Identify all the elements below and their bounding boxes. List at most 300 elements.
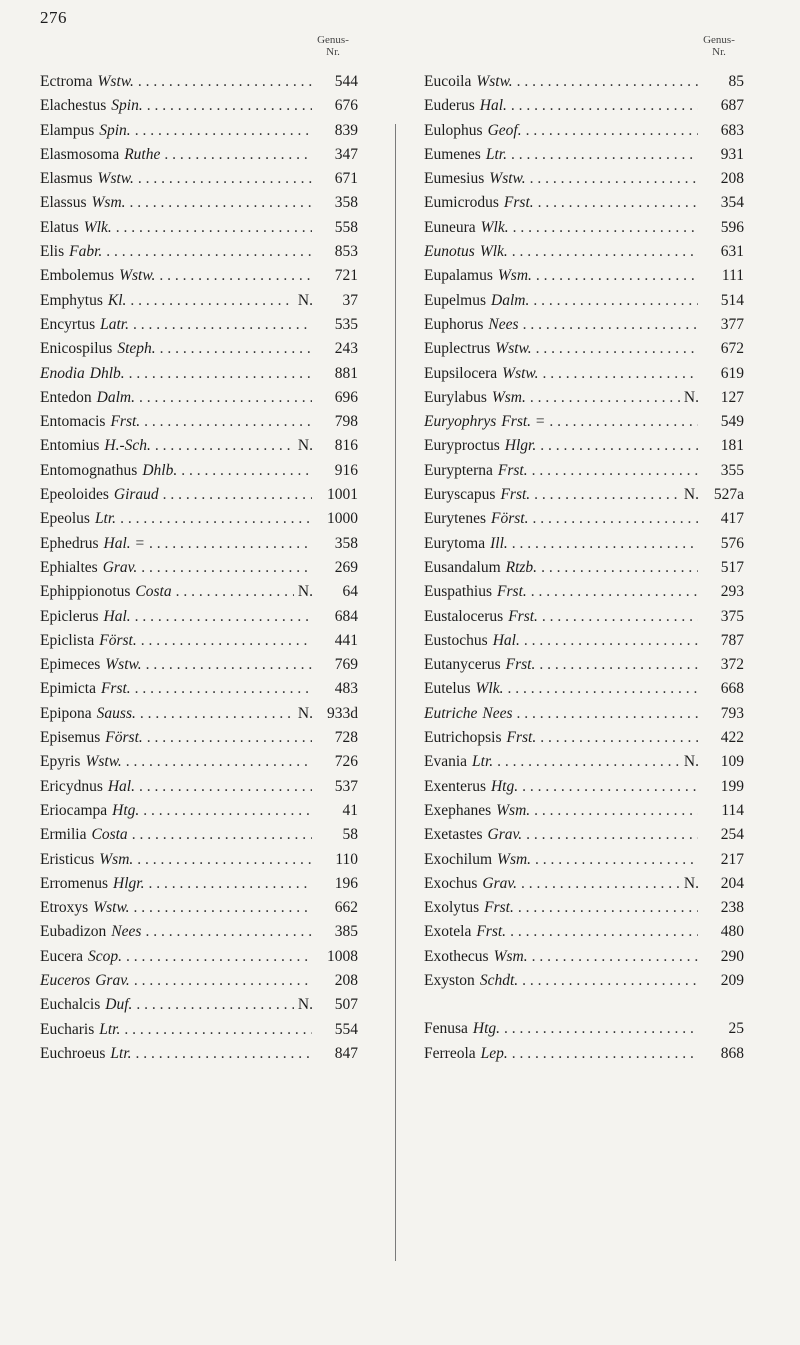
dot-leader (135, 605, 312, 629)
author-abbreviation: Wstw. (105, 656, 142, 674)
dot-leader (512, 532, 698, 556)
genus-name: Encyrtus (40, 315, 96, 333)
genus-name: Eurypterna (424, 461, 493, 479)
genus-number: 372 (720, 656, 744, 674)
number-prefix: N. (297, 996, 313, 1014)
dot-leader (510, 920, 698, 944)
index-entry (40, 167, 358, 191)
dot-leader (511, 94, 698, 118)
index-entry (40, 264, 358, 288)
author-abbreviation: Nees (111, 923, 142, 941)
author-abbreviation: Costa (91, 826, 128, 844)
genus-number: 683 (720, 121, 744, 139)
index-entry (40, 313, 358, 337)
author-abbreviation: Wstw. (93, 899, 130, 917)
author-abbreviation: Hal. (479, 97, 507, 115)
genus-number: 853 (334, 243, 358, 261)
dot-leader (513, 216, 698, 240)
dot-leader (539, 653, 698, 677)
author-abbreviation: Hal. (103, 607, 131, 625)
genus-name: Euryophrys (424, 413, 497, 431)
index-entry (424, 653, 744, 677)
index-entry (424, 216, 744, 240)
genus-number: 196 (334, 874, 358, 892)
author-abbreviation: Nees (482, 704, 513, 722)
index-entry (40, 143, 358, 167)
genus-name: Entedon (40, 388, 92, 406)
left-entry-list (40, 70, 358, 1066)
genus-name: Eusandalum (424, 558, 501, 576)
index-entry (424, 1042, 744, 1066)
genus-number: 199 (720, 777, 744, 795)
dot-leader (542, 605, 698, 629)
genus-number: 354 (720, 194, 744, 212)
dot-leader (143, 799, 312, 823)
column-divider (395, 124, 396, 1261)
genus-number: 619 (720, 364, 744, 382)
genus-name: Eunotus (424, 243, 475, 261)
author-abbreviation: Wstw. (502, 364, 539, 382)
dot-leader (155, 434, 294, 458)
dot-leader (532, 507, 698, 531)
genus-name: Elis (40, 243, 65, 261)
number-prefix: N. (297, 704, 313, 722)
genus-number: 787 (720, 631, 744, 649)
author-abbreviation: Wstw. (119, 267, 156, 285)
index-entry (40, 556, 358, 580)
genus-name: Evania (424, 753, 468, 771)
author-abbreviation: Wsm. (497, 267, 532, 285)
genus-name: Epiclerus (40, 607, 99, 625)
dot-leader (160, 337, 312, 361)
genus-number: 85 (728, 73, 744, 90)
genus-number: 535 (334, 315, 358, 333)
genus-name: Eumenes (424, 145, 481, 163)
dot-leader (532, 945, 698, 969)
dot-leader (524, 629, 698, 653)
author-abbreviation: Frst. (503, 194, 534, 212)
index-entry (40, 483, 358, 507)
dot-leader (130, 289, 294, 313)
author-abbreviation: Wstw. (495, 340, 532, 358)
index-entry (424, 167, 744, 191)
index-entry (424, 580, 744, 604)
author-abbreviation: Htg. (472, 1020, 501, 1038)
index-entry (424, 289, 744, 313)
genus-name: Eumesius (424, 170, 485, 188)
dot-leader (135, 677, 312, 701)
genus-name: Ermilia (40, 826, 87, 844)
number-prefix: N. (297, 437, 313, 455)
author-abbreviation: Wsm. (491, 388, 526, 406)
dot-leader (517, 702, 698, 726)
index-entry (424, 119, 744, 143)
index-entry (40, 823, 358, 847)
index-entry (424, 872, 744, 896)
dot-leader (534, 799, 698, 823)
genus-number: 347 (334, 145, 358, 163)
dot-leader (511, 143, 698, 167)
author-abbreviation: Wstw. (85, 753, 122, 771)
genus-number: 127 (720, 388, 744, 406)
genus-number: 422 (720, 729, 744, 747)
genus-name: Eucera (40, 947, 84, 965)
genus-number: 931 (720, 145, 744, 163)
author-abbreviation: Ltr. (94, 510, 117, 528)
dot-leader (163, 483, 312, 507)
index-entry (424, 605, 744, 629)
genus-number: 671 (334, 170, 358, 188)
genus-name: Episemus (40, 729, 101, 747)
index-entry (424, 143, 744, 167)
genus-number: 385 (334, 923, 358, 941)
genus-number: 676 (334, 97, 358, 115)
genus-name: Eupsilocera (424, 364, 498, 382)
number-prefix: N. (683, 486, 699, 504)
genus-name: Euneura (424, 218, 476, 236)
index-entry (40, 94, 358, 118)
genus-name: Ephippionotus (40, 583, 131, 601)
genus-number: 111 (721, 267, 744, 285)
genus-name: Ephedrus (40, 534, 99, 552)
number-prefix: N. (683, 753, 699, 771)
index-entry (424, 775, 744, 799)
genus-number: 290 (720, 947, 744, 965)
genus-number: 109 (720, 753, 744, 771)
dot-leader (144, 410, 312, 434)
dot-leader (149, 532, 312, 556)
dot-leader (164, 143, 312, 167)
genus-number: 208 (720, 170, 744, 188)
genus-number: 243 (334, 340, 358, 358)
genus-name: Exyston (424, 971, 475, 989)
genus-name: Eurytenes (424, 510, 486, 528)
genus-number: 687 (720, 97, 744, 115)
genus-name: Etroxys (40, 899, 89, 917)
dot-leader (136, 1042, 312, 1066)
genus-name: Epeolus (40, 510, 90, 528)
index-entry (424, 629, 744, 653)
genus-name: Euceros (40, 971, 91, 989)
genus-name: Euchalcis (40, 996, 101, 1014)
dot-leader (549, 410, 698, 434)
genus-nr-heading: Genus- Nr. (703, 34, 735, 58)
index-entry (40, 70, 358, 94)
index-entry (424, 896, 744, 920)
genus-name: Exochus (424, 874, 478, 892)
author-abbreviation: Ltr. (472, 753, 494, 771)
author-abbreviation: Dhlb. (89, 364, 125, 382)
index-entry (40, 896, 358, 920)
genus-name: Entomius (40, 437, 100, 455)
index-entry (424, 337, 744, 361)
dot-leader (535, 848, 698, 872)
index-entry (40, 750, 358, 774)
genus-number: 208 (334, 971, 358, 989)
genus-number: 483 (334, 680, 358, 698)
index-entry (40, 872, 358, 896)
dot-leader (497, 750, 680, 774)
dot-leader (540, 726, 698, 750)
index-entry (424, 264, 744, 288)
author-abbreviation: Först. (105, 729, 143, 747)
index-entry (424, 434, 744, 458)
author-abbreviation: Wstw. (97, 170, 134, 188)
genus-number: 37 (342, 291, 358, 309)
author-abbreviation: Frst. (110, 413, 141, 431)
dot-leader (139, 386, 312, 410)
genus-number: 596 (720, 218, 744, 236)
genus-number: 181 (720, 437, 744, 455)
index-entry (424, 799, 744, 823)
genus-name: Entomognathus (40, 461, 138, 479)
genus-number: 847 (334, 1044, 358, 1062)
genus-number: 269 (334, 558, 358, 576)
author-abbreviation: H.-Sch. (104, 437, 151, 455)
index-entry (40, 653, 358, 677)
genus-name: Euchroeus (40, 1044, 106, 1062)
genus-number: 769 (334, 656, 358, 674)
author-abbreviation: Costa (135, 583, 172, 601)
genus-number: 549 (720, 413, 744, 431)
dot-leader (141, 556, 312, 580)
genus-name: Eurytoma (424, 534, 486, 552)
genus-number: 114 (721, 801, 744, 819)
author-abbreviation: Hal. (107, 777, 135, 795)
genus-name: Epipona (40, 704, 92, 722)
dot-leader (507, 677, 698, 701)
genus-number: 816 (334, 437, 358, 455)
genus-name: Eutriche (424, 704, 478, 722)
genus-number: 110 (335, 850, 358, 868)
genus-number: 64 (342, 583, 358, 601)
index-entry (40, 191, 358, 215)
right-entry-list (424, 70, 744, 1066)
genus-name: Epiclista (40, 631, 95, 649)
genus-name: Eutelus (424, 680, 471, 698)
genus-name: Elasmosoma (40, 145, 120, 163)
author-abbreviation: Rtzb. (505, 558, 538, 576)
genus-number: 375 (720, 607, 744, 625)
genus-number: 881 (334, 364, 358, 382)
number-prefix: N. (297, 583, 313, 601)
genus-name: Elasmus (40, 170, 93, 188)
genus-name: Euspathius (424, 583, 493, 601)
genus-name: Ericydnus (40, 777, 103, 795)
dot-leader (129, 362, 312, 386)
dot-leader (526, 119, 698, 143)
index-entry (40, 289, 358, 313)
genus-name: Eupalamus (424, 267, 493, 285)
author-abbreviation: Först. (490, 510, 529, 528)
genus-number: 916 (334, 461, 358, 479)
index-entry (40, 362, 358, 386)
genus-name: Euderus (424, 97, 475, 115)
genus-name: Entomacis (40, 413, 106, 431)
author-abbreviation: Hlgr. (113, 874, 145, 892)
genus-name: Enicospilus (40, 340, 113, 358)
genus-name: Exochilum (424, 850, 493, 868)
dot-leader (522, 969, 698, 993)
genus-number: 377 (720, 315, 744, 333)
author-abbreviation: Wsm. (99, 850, 134, 868)
author-abbreviation: Ltr. (485, 145, 507, 163)
author-abbreviation: Grav. (487, 826, 523, 844)
author-abbreviation: Wlk. (475, 680, 504, 698)
index-entry (40, 920, 358, 944)
genus-number: 726 (334, 753, 358, 771)
index-entry (40, 726, 358, 750)
genus-number: 793 (720, 704, 744, 722)
genus-number: 684 (334, 607, 358, 625)
genus-name: Euryproctus (424, 437, 500, 455)
genus-number: 1000 (327, 510, 358, 528)
author-abbreviation: Scop. (88, 947, 123, 965)
genus-name: Ectroma (40, 73, 93, 90)
genus-name: Eutrichopsis (424, 729, 502, 747)
index-entry (424, 70, 744, 94)
dot-leader (135, 119, 312, 143)
dot-leader (147, 94, 312, 118)
dot-leader (126, 750, 312, 774)
index-entry (424, 483, 744, 507)
section-gap (424, 993, 744, 1017)
dot-leader (147, 726, 312, 750)
genus-number: 672 (720, 340, 744, 358)
genus-name: Eriocampa (40, 801, 108, 819)
author-abbreviation: Ltr. (99, 1020, 121, 1038)
index-entry (40, 702, 358, 726)
dot-leader (530, 167, 698, 191)
dot-leader (133, 313, 312, 337)
author-abbreviation: Hal. (492, 631, 520, 649)
genus-name: Epimicta (40, 680, 96, 698)
author-abbreviation: Grav. (102, 558, 138, 576)
number-prefix: N. (297, 291, 313, 309)
index-entry (424, 94, 744, 118)
genus-name: Eulophus (424, 121, 483, 139)
index-entry (424, 459, 744, 483)
genus-number: 554 (334, 1020, 358, 1038)
number-prefix: N. (683, 388, 699, 406)
dot-leader (141, 629, 312, 653)
dot-leader (536, 264, 698, 288)
genus-name: Ferreola (424, 1044, 476, 1062)
dot-leader (533, 289, 698, 313)
author-abbreviation: Wstw. (97, 73, 134, 90)
index-entry (424, 945, 744, 969)
dot-leader (137, 848, 312, 872)
author-abbreviation: Wsm. (496, 801, 531, 819)
dot-leader (521, 872, 680, 896)
genus-number: 507 (334, 996, 358, 1014)
index-entry (424, 313, 744, 337)
index-entry (424, 556, 744, 580)
index-entry (40, 945, 358, 969)
genus-number: 25 (728, 1020, 744, 1038)
author-abbreviation: Htg. (112, 801, 140, 819)
author-abbreviation: Frst. (508, 607, 538, 625)
index-entry (424, 1017, 744, 1041)
genus-number: 544 (334, 73, 358, 90)
genus-number: 1008 (327, 947, 358, 965)
genus-number: 668 (720, 680, 744, 698)
genus-number: 204 (720, 874, 744, 892)
index-entry (40, 605, 358, 629)
index-entry (40, 993, 358, 1017)
right-column-header (424, 34, 744, 70)
index-entry (424, 362, 744, 386)
dot-leader (538, 191, 698, 215)
dot-leader (139, 775, 312, 799)
author-abbreviation: Kl. (107, 291, 127, 309)
genus-nr-heading: Genus- Nr. (317, 34, 349, 58)
genus-name: Exephanes (424, 801, 492, 819)
dot-leader (518, 896, 698, 920)
dot-leader (136, 993, 294, 1017)
genus-name: Eumicrodus (424, 194, 499, 212)
index-entry (424, 410, 744, 434)
genus-number: 417 (720, 510, 744, 528)
index-entry (424, 848, 744, 872)
author-abbreviation: Dalm. (491, 291, 530, 309)
dot-leader (530, 386, 680, 410)
author-abbreviation: Dalm. (96, 388, 135, 406)
dot-leader (138, 167, 312, 191)
dot-leader (120, 507, 312, 531)
index-entry (40, 1042, 358, 1066)
genus-name: Elampus (40, 121, 95, 139)
index-entry (40, 507, 358, 531)
dot-leader (517, 70, 698, 94)
genus-number: 631 (720, 243, 744, 261)
author-abbreviation: Steph. (117, 340, 156, 358)
author-abbreviation: Fabr. (69, 243, 103, 261)
index-entry (40, 532, 358, 556)
author-abbreviation: Dhlb. (142, 461, 178, 479)
genus-name: Exolytus (424, 899, 480, 917)
genus-name: Eustochus (424, 631, 488, 649)
author-abbreviation: Frst. (497, 461, 528, 479)
index-entry (424, 677, 744, 701)
genus-number: 254 (720, 826, 744, 844)
index-entry (424, 240, 744, 264)
genus-number: 537 (334, 777, 358, 795)
genus-name: Exotela (424, 923, 472, 941)
index-entry (40, 337, 358, 361)
dot-leader (543, 362, 699, 386)
genus-number: 868 (720, 1044, 744, 1062)
author-abbreviation: Wsm. (497, 850, 532, 868)
author-abbreviation: Frst. (497, 583, 527, 601)
dot-leader (145, 920, 312, 944)
genus-number: 441 (334, 631, 358, 649)
genus-number: 527a (713, 486, 744, 504)
dot-leader (536, 337, 698, 361)
author-abbreviation: Htg. (490, 777, 519, 795)
index-entry (40, 240, 358, 264)
index-entry (40, 119, 358, 143)
genus-name: Eucharis (40, 1020, 95, 1038)
genus-name: Euphorus (424, 315, 484, 333)
dot-leader (138, 70, 312, 94)
author-abbreviation: Lep. (480, 1044, 508, 1062)
dot-leader (512, 240, 698, 264)
genus-number: 293 (720, 583, 744, 601)
genus-name: Eurylabus (424, 388, 487, 406)
index-entry (424, 750, 744, 774)
right-column (424, 34, 744, 1066)
